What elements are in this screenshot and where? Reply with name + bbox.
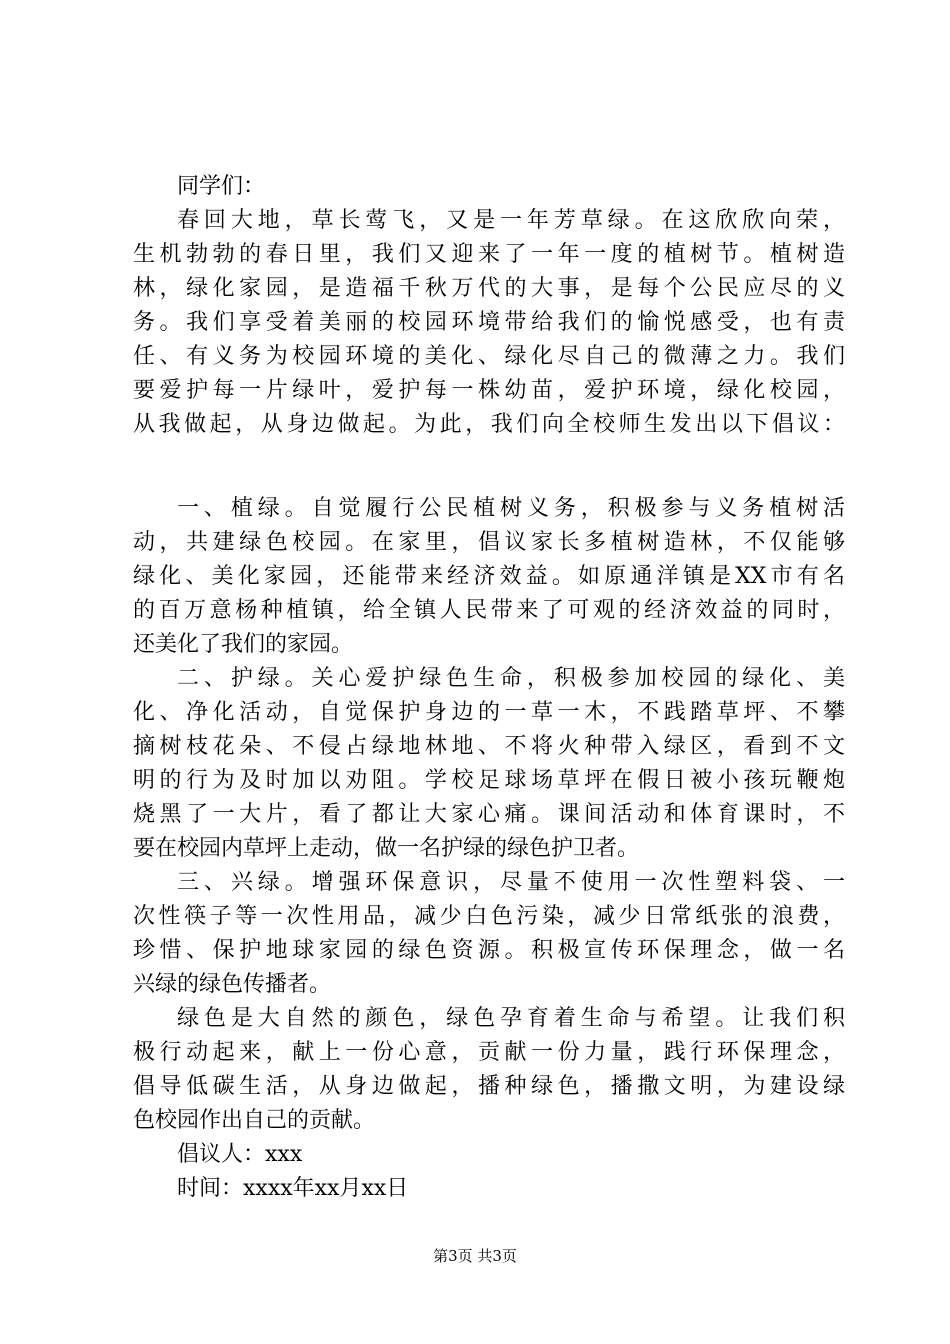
text-line: 摘树枝花朵、不侵占绿地林地、不将火种带入绿区，看到不文 [133, 734, 845, 759]
text-line: 绿色是大自然的颜色，绿色孕育着生命与希望。让我们积 [177, 1006, 845, 1031]
text-line: 还美化了我们的家园。 [133, 632, 354, 657]
text-line: 极行动起来，献上一份心意，贡献一份力量，践行环保理念， [133, 1040, 845, 1065]
text-line: 三、兴绿。增强环保意识，尽量不使用一次性塑料袋、一 [177, 870, 845, 895]
text-line: 要在校园内草坪上走动，做一名护绿的绿色护卫者。 [133, 836, 640, 861]
paragraph-promote-green [133, 866, 845, 1002]
text-line: 绿化、美化家园，还能带来经济效益。如原通洋镇是XX市有名 [133, 564, 845, 589]
text-line: 兴绿的绿色传播者。 [133, 972, 332, 997]
text-line: 一、植绿。自觉履行公民植树义务，积极参与义务植树活 [177, 496, 845, 521]
paragraph-protect-green [133, 662, 845, 866]
date: 时间：xxxx年xx月xx日 [177, 1176, 409, 1201]
text-line: 次性筷子等一次性用品，减少白色污染，减少日常纸张的浪费， [133, 904, 845, 929]
text-line: 动，共建绿色校园。在家里，倡议家长多植树造林，不仅能够 [133, 530, 845, 555]
text-line: 珍惜、保护地球家园的绿色资源。积极宣传环保理念，做一名 [133, 938, 845, 963]
text-line: 化、净化活动，自觉保护身边的一草一木，不践踏草坪、不攀 [133, 700, 845, 725]
text-line: 要爱护每一片绿叶，爱护每一株幼苗，爱护环境，绿化校园， [133, 378, 845, 403]
text-line: 烧黑了一大片，看了都让大家心痛。课间活动和体育课时，不 [133, 802, 845, 827]
text-line: 从我做起，从身边做起。为此，我们向全校师生发出以下倡议： [133, 412, 845, 437]
text-line: 任、有义务为校园环境的美化、绿化尽自己的微薄之力。我们 [133, 344, 845, 369]
paragraph-intro [133, 204, 845, 442]
text-line: 二、护绿。关心爱护绿色生命，积极参加校园的绿化、美 [177, 666, 845, 691]
text-line: 明的行为及时加以劝阻。学校足球场草坪在假日被小孩玩鞭炮 [133, 768, 845, 793]
page-footer: 第3页 共3页 [433, 1247, 517, 1265]
text-line: 色校园作出自己的贡献。 [133, 1108, 376, 1133]
text-line: 务。我们享受着美丽的校园环境带给我们的愉悦感受，也有责 [133, 310, 845, 335]
paragraph-gap [133, 442, 845, 492]
text-line: 生机勃勃的春日里，我们又迎来了一年一度的植树节。植树造 [133, 242, 845, 267]
text-line: 林，绿化家园，是造福千秋万代的大事，是每个公民应尽的义 [133, 276, 845, 301]
text-line: 倡导低碳生活，从身边做起，播种绿色，播撒文明，为建设绿 [133, 1074, 845, 1099]
text-line: 的百万意杨种植镇，给全镇人民带来了可观的经济效益的同时， [133, 598, 845, 623]
paragraph-plant-green [133, 492, 845, 662]
greeting: 同学们： [177, 174, 266, 199]
document-body [133, 170, 845, 1206]
text-line: 春回大地，草长莺飞，又是一年芳草绿。在这欣欣向荣， [177, 208, 845, 233]
paragraph-closing [133, 1002, 845, 1138]
signer: 倡议人：xxx [177, 1142, 303, 1167]
